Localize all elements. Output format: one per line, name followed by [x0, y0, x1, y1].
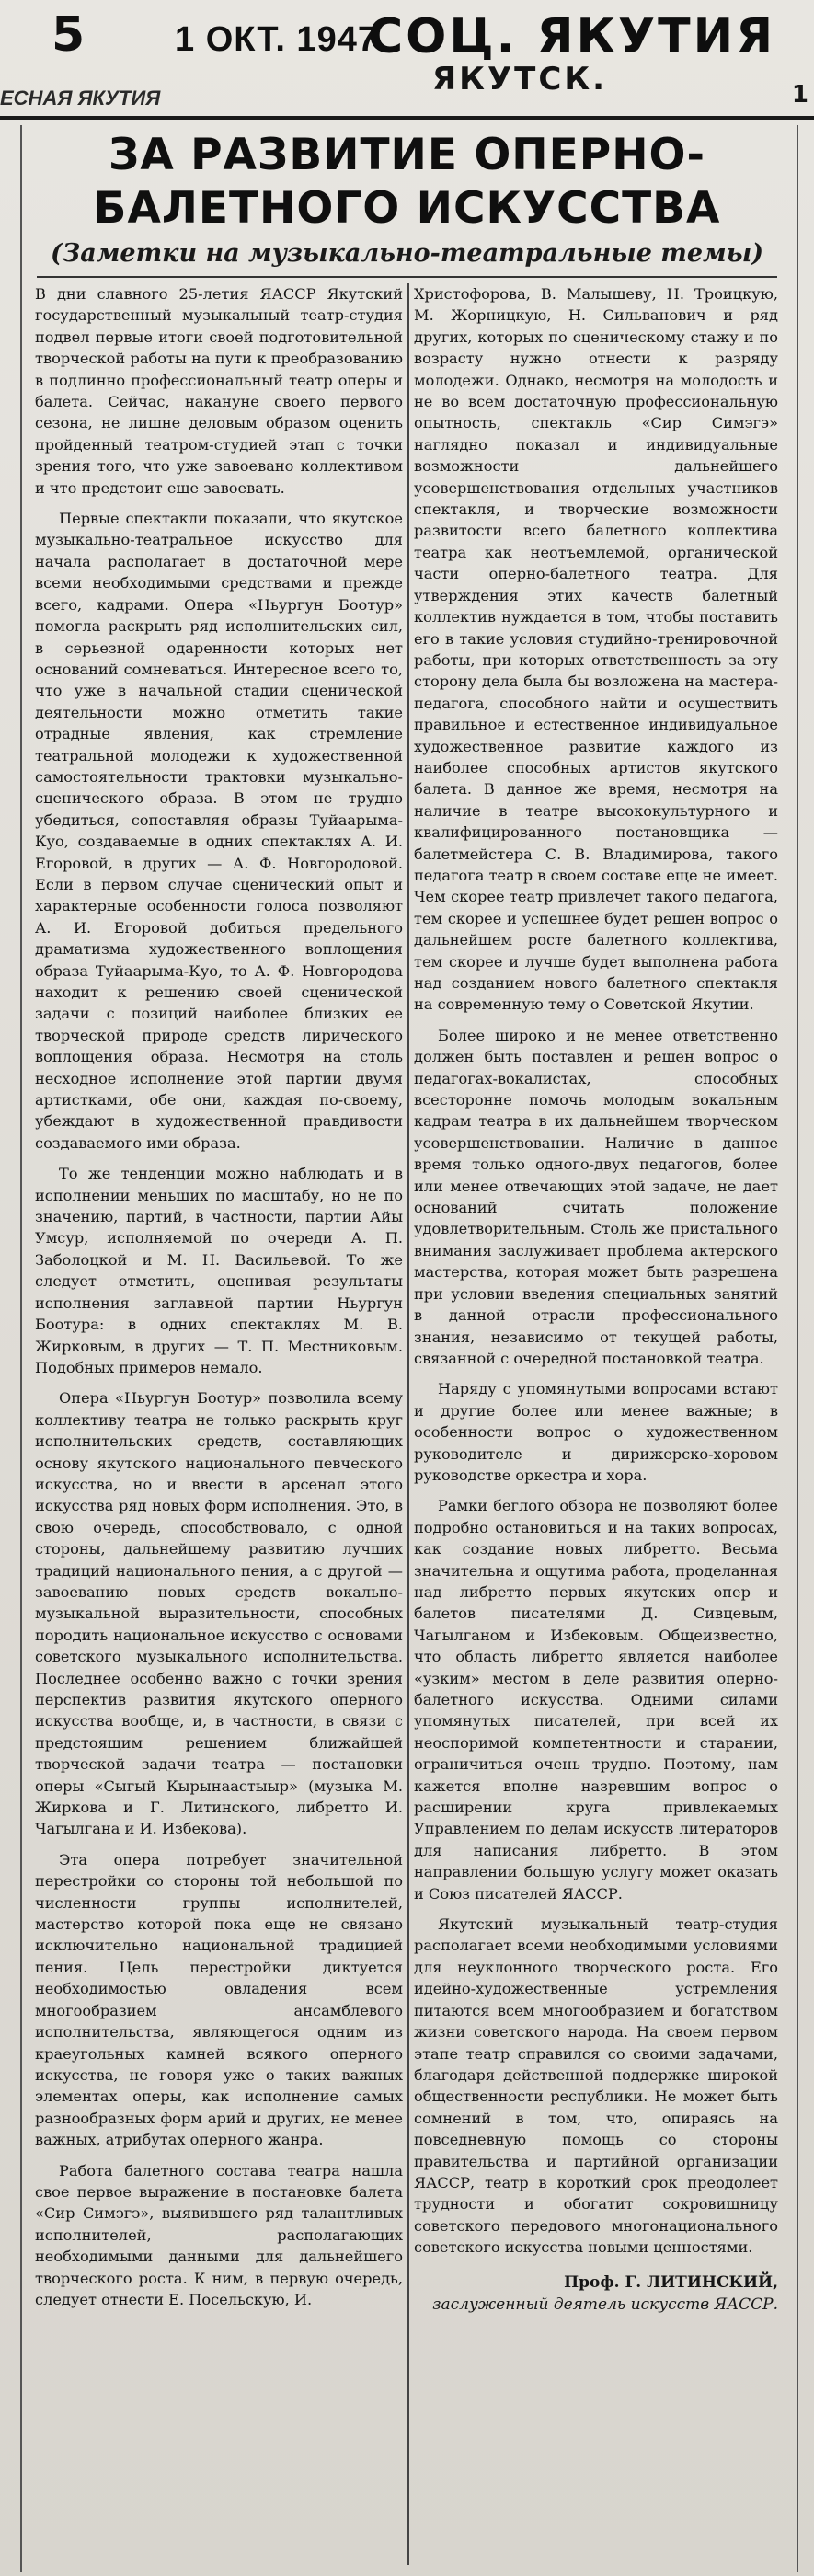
paragraph: Якутский музыкальный театр-студия располагает всеми необходимыми условиями для неуклонного творческого роста. Его идейно-художественные устремления питаются всем многообразием и богатством жизни советского народа. На своем первом этапе театр справился со своими задачами, благодаря действенной поддержке широкой общественности республики. Не может быть сомнений в том, что, опираясь на повседневную помощь со стороны правительства и партийной организации ЯАССР, театр в короткий срок преодолеет трудности и обогатит сокровищницу советского передового многонационального советского искусства новыми ценностями. [414, 1915, 778, 2257]
article-subtitle: (Заметки на музыкально-театральные темы) [51, 239, 763, 268]
newspaper-title: СОЦ. ЯКУТИЯ [368, 9, 776, 64]
paragraph: Наряду с упомянутыми вопросами встают и другие более или менее важные; в особенности вопрос о художественном руководителе и дирижерско-хоровом руководстве оркестра и хора. [414, 1380, 778, 1484]
page-number: 1 [791, 81, 808, 109]
author-signature [414, 2271, 778, 2316]
headline-line-1: ЗА РАЗВИТИЕ ОПЕРНО- [108, 130, 705, 180]
subtitle-divider [37, 276, 777, 278]
section-label: ЕСНАЯ ЯКУТИЯ [0, 86, 161, 109]
paragraph: Эта опера потребует значительной перестройки со стороны той небольшой по численности группы исполнителей, мастерство которой пока еще не связано исключительно национальной традицией пения. Цель перестройки диктуется необходимостью овладения всем многообразием ансамблевого исполнительства, являющегося одним из краеугольных камней всякого оперного искусства, не говоря уже о таких важных элементах оперы, как исполнение самых разнообразных форм арий и других, не менее важных, атрибутах оперного жанра. [35, 1850, 403, 2149]
paragraph: Рамки беглого обзора не позволяют более подробно остановиться и на таких вопросах, как создание новых либретто. Весьма значительна и ощутима работа, проделанная над либретто первых якутских опер и балетов писателями Д. Сивцевым, Чагылганом и Избековым. Общеизвестно, что область либретто является наиболее «узким» местом в деле развития оперно-балетного искусства. Одними силами упомянутых писателей, при всей их неоспоримой компетентности и старании, ограничиться очень трудно. Поэтому, нам кажется вполне назревшим вопрос о расширении круга привлекаемых Управлением по делам искусств литераторов для написания либретто. В этом направлении большую услугу может оказать и Союз писателей ЯАССР. [414, 1497, 778, 1903]
paragraph: Христофорова, В. Малышеву, Н. Троицкую, М. Жорницкую, Н. Сильванович и ряд других, которых по сценическому стажу и по возрасту нужно отнести к разряду молодежи. Однако, несмотря на молодость и не во всем достаточную профессиональную опытность, спектакль «Сир Симэгэ» наглядно показал и индивидуальные возможности дальнейшего усовершенствования отдельных участников спектакля, и творческие возможности развитости всего балетного коллектива театра как неотъемлемой, органической части оперно-балетного театра. Для утверждения этих качеств балетный коллектив нуждается в том, чтобы поставить его в такие условия студийно-тренировочной работы, при которых ответственность за эту сторону дела была бы возложена на мастера-педагога, способного найти и осуществить правильное и естественное индивидуальное художественное развитие каждого из наиболее способных артистов якутского балета. В данное же время, несмотря на наличие в театре высококультурного и квалифицированного постановщика — балетмейстера С. В. Владимирова, такого педагога театр в своем составе еще не имеет. Чем скорее театр привлечет такого педагога, тем скорее и успешнее будет решен вопрос о дальнейшем росте балетного коллектива, тем скорее и лучше будет выполнена работа над созданием нового балетного спектакля на современную тему о Советской Якутии. [414, 285, 778, 1014]
paragraph: Опера «Ньургун Боотур» позволила всему коллективу театра не только раскрыть круг исполнительских средств, составляющих основу якутского национального певческого искусства, но и ввести в арсенал этого искусства ряд новых форм исполнения. Это, в свою очередь, способствовало, с одной стороны, дальнейшему развитию лучших традиций национального пения, а с другой — завоеванию новых средств вокально-музыкальной выразительности, способных породить национальное искусство с основами советского музыкального исполнительства. Последнее особенно важно с точки зрения перспектив развития якутского оперного искусства вообще, и, в частности, в связи с предстоящим решением ближайшей творческой задачи театра — постановки оперы «Сыгый Кырынаастыыр» (музыка М. Жиркова и Г. Литинского, либретто И. Чагылгана и И. Избекова). [35, 1389, 403, 1838]
paragraph: Первые спектакли показали, что якутское музыкально-театральное искусство для начала располагает в достаточной мере всеми необходимыми средствами и прежде всего, кадрами. Опера «Ньургун Боотур» помогла раскрыть ряд исполнительских сил, в серьезной одаренности которых нет оснований сомневаться. Интересное всего то, что уже в начальной стадии сценической деятельности можно отметить такие отрадные явления, как стремление театральной молодежи к художественной самостоятельности трактовки музыкально-сценического образа. В этом не трудно убедиться, сопоставляя образы Туйаарыма-Куо, создаваемые в одних спектаклях А. И. Егоровой, в других — А. Ф. Новгородовой. Если в первом случае сценический опыт и характерные особенности голоса позволяют А. И. Егоровой добиться предельного драматизма художественного воплощения образа Туйаарыма-Куо, то А. Ф. Новгородова находит к решению своей сценической задачи с позиций наиболее близких ее творческой природе средств лирического воплощения образа. Несмотря на столь несходное исполнение этой партии двумя артистками, обе они, каждая по-своему, убеждают в художественной правдивости создаваемого ими образа. [35, 510, 403, 1152]
handwritten-issue-mark: 5 [52, 7, 86, 63]
headline-line-2: БАЛЕТНОГО ИСКУССТВА [93, 183, 721, 234]
newspaper-city: ЯКУТСК. [432, 61, 608, 98]
masthead-divider [0, 116, 814, 120]
paragraph: Более широко и не менее ответственно должен быть поставлен и решен вопрос о педагогах-вокалистах, способных всесторонне помочь молодым вокальным кадрам театра в их дальнейшем творческом усовершенствовании. Наличие в данное время только одного-двух педагогов, более или менее отвечающих этой задаче, не дает оснований считать положение удовлетворительным. Столь же пристального внимания заслуживает проблема актерского мастерства, которая может быть разрешена при условии введения специальных занятий в данной отрасли профессионального знания, независимо от текущей работы, связанной с очередной постановкой театра. [414, 1026, 778, 1367]
author-name: Проф. Г. ЛИТИНСКИЙ, [564, 2272, 778, 2292]
left-column [35, 283, 403, 2565]
masthead [0, 0, 814, 109]
article-headline [37, 129, 777, 236]
paragraph: В дни славного 25-летия ЯАССР Якутский государственный музыкальный театр-студия подвел первые итоги своей подготовительной творческой работы на пути к преобразованию в подлинно профессиональный театр оперы и балета. Сейчас, накануне своего первого сезона, не лишне деловым образом оценить пройденный театром-студией этап с точки зрения того, что уже завоевано коллективом и что предстоит еще завоевать. [35, 285, 403, 497]
paragraph: Работа балетного состава театра нашла свое первое выражение в постановке балета «Сир Симэгэ», выявившего ряд талантливых исполнителей, располагающих необходимыми данными для дальнейшего творческого роста. К ним, в первую очередь, следует отнести Е. Посельскую, И. [35, 2161, 403, 2308]
paragraph: То же тенденции можно наблюдать и в исполнении меньших по масштабу, но не по значению, партий, в частности, партии Айы Умсур, исполняемой по очереди А. П. Заболоцкой и М. Н. Васильевой. То же следует отметить, оценивая результаты исполнения заглавной партии Ньургун Боотура: в одних спектаклях М. В. Жирковым, в других — Т. П. Местниковым. Подобных примеров немало. [35, 1165, 403, 1376]
column-divider [407, 283, 409, 2565]
right-column [414, 283, 778, 2565]
stamp-date: 1 ОКТ. 1947 [175, 20, 378, 59]
author-title: заслуженный деятель искусств ЯАССР. [432, 2294, 778, 2314]
